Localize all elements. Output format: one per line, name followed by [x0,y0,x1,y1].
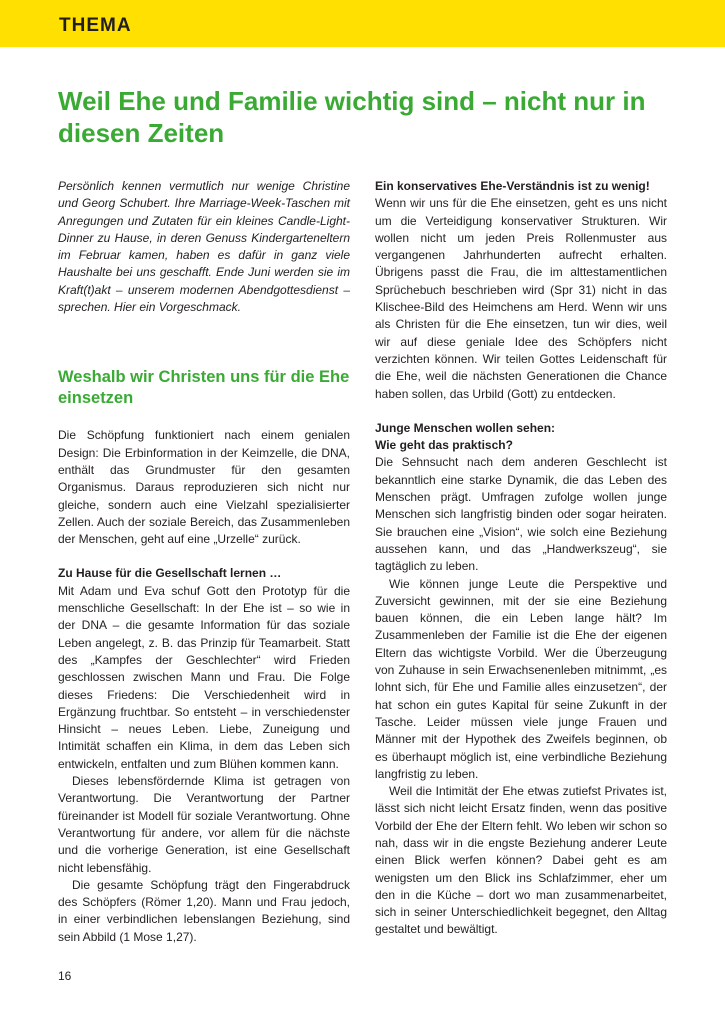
section-header-band [0,0,725,47]
body-paragraph: Dieses lebensfördernde Klima ist getragen von Verantwortung. Die Verantwortung der Partner füreinander ist Modell für soziale Verantwortung. Ohne Verantwortung für andere, vor allem für die nächste und die vorherige Generation, ist eine Gesellschaft nicht lebensfähig. [58,774,350,875]
minor-heading: Zu Hause für die Gesellschaft lernen … [58,566,282,581]
section-label: THEMA [59,15,132,36]
body-paragraph: Weil die Intimität der Ehe etwas zutiefst Privates ist, lässt sich nicht leicht Ersatz finden, wenn das positive Vorbild der Ehe der Eltern fehlt. Wo leben wir schon so nah, dass wir in die engste Beziehung anderer Leute einen Blick werfen können? Dabei geht es am wenigsten um den Blick ins Schlafzimmer, eher um den in die Küche – dort wo man zusammenarbeitet, sich in seiner Unterschiedlichkeit begegnet, den Alltag gestaltet und bewältigt. [375,784,667,937]
article-title: Weil Ehe und Familie wichtig sind – nicht nur in diesen Zeiten [58,86,646,148]
body-paragraph: Die gesamte Schöpfung trägt den Fingerabdruck des Schöpfers (Römer 1,20). Mann und Frau jedoch, in einer verbindlichen lebenslangen Beziehung, sind sein Abbild (1 Mose 1,27). [58,877,350,944]
minor-heading: Wie geht das praktisch? [375,438,513,453]
right-column [375,178,667,939]
body-paragraph: Mit Adam und Eva schuf Gott den Prototyp für die menschliche Gesellschaft: In der Ehe ist – so wie in der DNA – die gesamte Information für das soziale Leben angelegt, z. B. das Prinzip für Teamarbeit. Statt des „Kampfes der Geschlechter“ wird Frieden geschlossen zwischen Mann und Frau. Die Folge dieses Friedens: Die Verschiedenheit wird in Ergänzung fruchtbar. So entsteht – in verschiedenster Hinsicht – neues Leben. Liebe, Zuneigung und Intimität schaffen ein Klima, in dem das Leben sich entwickeln, entfalten und zum Blühen kommen kann. [58,583,350,771]
section-subheading: Weshalb wir Christen uns für die Ehe einsetzen [58,368,350,408]
page-number: 16 [58,969,72,983]
left-column [58,178,350,946]
intro-paragraph: Persönlich kennen vermutlich nur wenige Christine und Georg Schubert. Ihre Marriage-Week-Taschen mit Anregungen und Zutaten für ein kleines Candle-Light-Dinner zu Hause, in deren Genuss Kindergarteneltern im Februar kamen, haben es dafür in ganz viele Haushalte bei uns geschafft. Ende Juni werden sie im Kraft(t)akt – unserem modernen Abendgottesdienst – sprechen. Hier ein Vorgeschmack. [58,179,350,315]
body-paragraph: Die Schöpfung funktioniert nach einem genialen Design: Die Erbinformation in der Keimzelle, die DNA, enthält das Grundmuster für den gesamten Organismus. Daraus reproduzieren sich nicht nur gleiche, sondern auch eine Vielzahl spezialisierter Zellen. Auch der soziale Bereich, das Zusammenleben der Menschen, geht auf eine „Urzelle“ zurück. [58,428,350,547]
body-paragraph: Wie können junge Leute die Perspektive und Zuversicht gewinnen, mit der sie eine Beziehung bauen können, die ein Leben lange hält? Im Zusammenleben der Familie ist die Ehe der eigenen Eltern das wichtigste Vorbild. Wer die Überzeugung von Zuhause in sein Erwachsenenleben mitnimmt, „es lohnt sich, für Ehe und Familie alles einzusetzen“, der hat schon ein gutes Kapital für seine Zukunft in der Tasche. Leider müssen viele junge Frauen und Männer mit der Hypothek des Zweifels beginnen, ob es überhaupt möglich ist, eine verbindliche Beziehung langfristig zu leben. [375,576,667,781]
minor-heading: Junge Menschen wollen sehen: [375,420,556,435]
body-paragraph: Die Sehnsucht nach dem anderen Geschlecht ist bekanntlich eine starke Dynamik, die das Leben des Menschen prägt. Umfragen zufolge wollen junge Menschen sich langfristig binden oder sogar heiraten. Sie brauchen eine „Vision“, wie solch eine Beziehung aussehen kann, und das „Handwerkszeug“, sie tagtäglich zu leben. [375,455,667,574]
minor-heading: Ein konservatives Ehe-Verständnis ist zu wenig! [375,179,650,193]
body-paragraph: Wenn wir uns für die Ehe einsetzen, geht es uns nicht um die Verteidigung konservativer Strukturen. Wir wollen nicht um jeden Preis Rollenmuster aus vergangenen Jahrhunderten aufrecht erhalten. Übrigens passt die Frau, die im alttestamentlichen Sprüchebuch beschrieben wird (Spr 31) nicht in das Klischee-Bild des Heimchens am Herd. Wenn wir uns als Christen für die Ehe einsetzen, tun wir dies, weil wir auf diese geniale Idee des Schöpfers nicht verzichten können. Wir teilen Gottes Leidenschaft für die Ehe, weil die nächsten Generationen die Chance haben sollen, das Urbild (Gott) zu entdecken. [375,196,667,401]
